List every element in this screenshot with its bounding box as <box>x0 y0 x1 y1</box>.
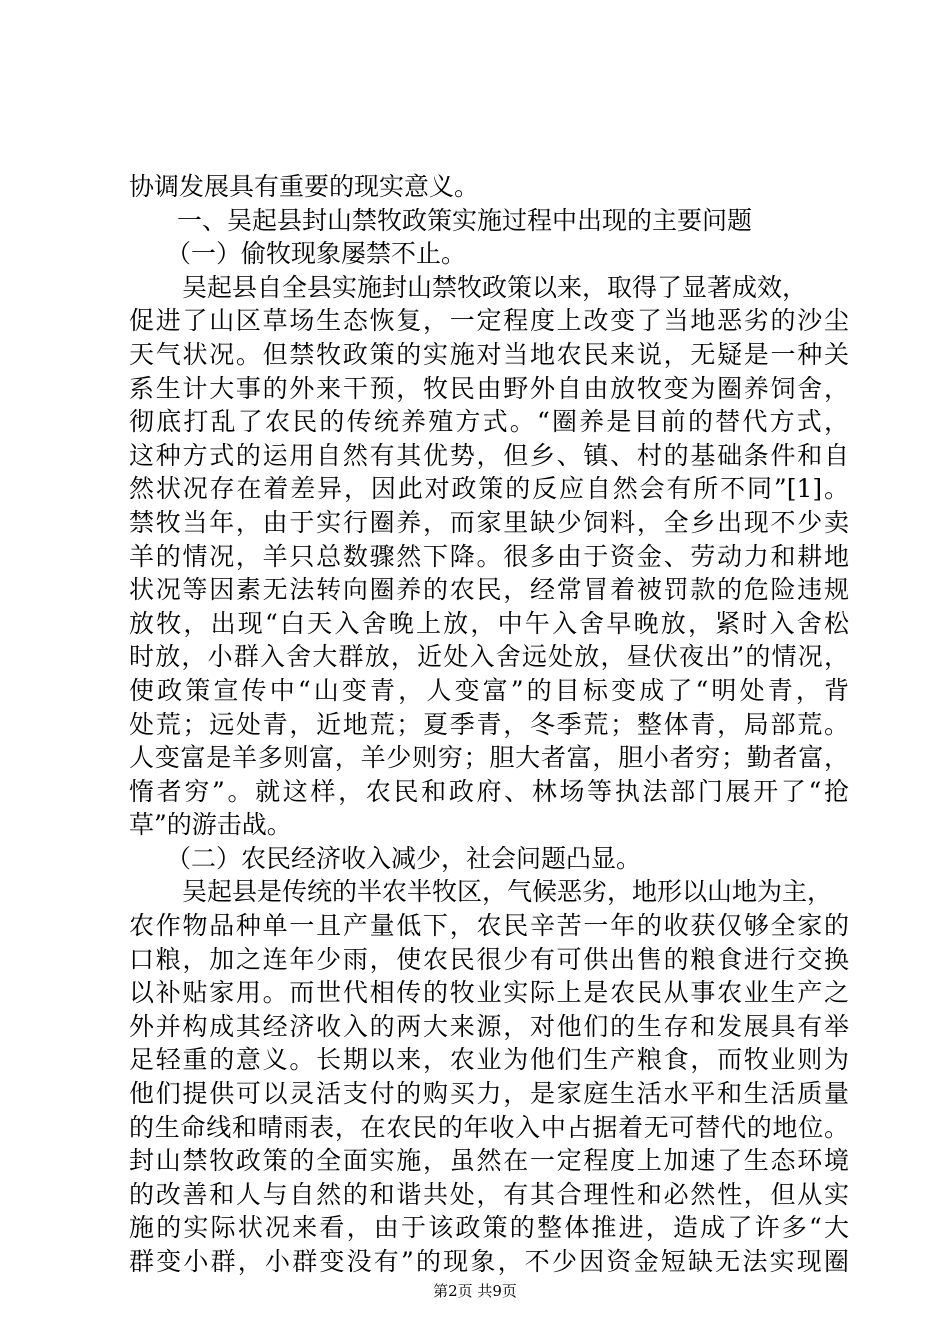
paragraph-line: 这种方式的运用自然有其优势，但乡、镇、村的基础条件和自 <box>129 440 849 470</box>
subsection-heading: （二）农民经济收入减少，社会问题凸显。 <box>166 843 642 873</box>
paragraph-line: 的改善和人与自然的和谐共处，有其合理性和必然性，但从实 <box>129 1179 849 1209</box>
paragraph-line: 他们提供可以灵活支付的购买力，是家庭生活水平和生活质量 <box>129 1079 849 1109</box>
paragraph-line: 草”的游击战。 <box>129 810 292 840</box>
section-heading: 一、吴起县封山禁牧政策实施过程中出现的主要问题 <box>177 205 753 235</box>
paragraph-line: 封山禁牧政策的全面实施，虽然在一定程度上加速了生态环境 <box>129 1146 849 1176</box>
paragraph-line: 然状况存在着差异，因此对政策的反应自然会有所不同”[1]。 <box>129 474 849 504</box>
paragraph-line: 处荒；远处青，近地荒；夏季青，冬季荒；整体青，局部荒。 <box>129 709 849 739</box>
paragraph-line: 吴起县自全县实施封山禁牧政策以来，取得了显著成效， <box>182 272 808 302</box>
paragraph-line: 羊的情况，羊只总数骤然下降。很多由于资金、劳动力和耕地 <box>129 541 849 571</box>
paragraph-line: 系生计大事的外来干预，牧民由野外自由放牧变为圈养饲舍， <box>129 373 849 403</box>
paragraph-line: 农作物品种单一且产量低下，农民辛苦一年的收获仅够全家的 <box>129 911 849 941</box>
paragraph-line: 足轻重的意义。长期以来，农业为他们生产粮食，而牧业则为 <box>129 1045 849 1075</box>
paragraph-line: 人变富是羊多则富，羊少则穷；胆大者富，胆小者穷；勤者富， <box>129 743 849 773</box>
paragraph-line: 的生命线和晴雨表，在农民的年收入中占据着无可替代的地位。 <box>129 1112 849 1142</box>
paragraph-line: 协调发展具有重要的现实意义。 <box>129 172 480 201</box>
paragraph-line: 时放，小群入舍大群放，近处入舍远处放，昼伏夜出”的情况， <box>129 642 849 672</box>
subsection-heading: （一）偷牧现象屡禁不止。 <box>166 239 467 269</box>
paragraph-line: 口粮，加之连年少雨，使农民很少有可供出售的粮食进行交换 <box>129 944 849 974</box>
paragraph-line: 促进了山区草场生态恢复，一定程度上改变了当地恶劣的沙尘 <box>129 306 849 336</box>
paragraph-line: 状况等因素无法转向圈养的农民，经常冒着被罚款的危险违规 <box>129 575 849 605</box>
paragraph-line: 施的实际状况来看，由于该政策的整体推进，造成了许多“大 <box>129 1213 849 1243</box>
paragraph-line: 吴起县是传统的半农半牧区，气候恶劣，地形以山地为主， <box>182 877 833 907</box>
paragraph-line: 禁牧当年，由于实行圈养，而家里缺少饲料，全乡出现不少卖 <box>129 507 849 537</box>
paragraph-line: 以补贴家用。而世代相传的牧业实际上是农民从事农业生产之 <box>129 978 849 1008</box>
paragraph-line: 彻底打乱了农民的传统养殖方式。“圈养是目前的替代方式， <box>129 407 849 437</box>
paragraph-line: 使政策宣传中“山变青，人变富”的目标变成了“明处青，背 <box>129 675 849 705</box>
paragraph-line: 群变小群，小群变没有”的现象，不少因资金短缺无法实现圈 <box>129 1247 849 1276</box>
paragraph-line: 外并构成其经济收入的两大来源，对他们的生存和发展具有举 <box>129 1011 849 1041</box>
paragraph-line: 天气状况。但禁牧政策的实施对当地农民来说，无疑是一种关 <box>129 339 849 369</box>
paragraph-line: 惰者穷”。就这样，农民和政府、林场等执法部门展开了“抢 <box>129 776 849 806</box>
page-number-footer: 第2页 共9页 <box>433 1282 517 1300</box>
document-body <box>129 170 849 1279</box>
paragraph-line: 放牧，出现“白天入舍晚上放，中午入舍早晚放，紧时入舍松 <box>129 608 849 638</box>
